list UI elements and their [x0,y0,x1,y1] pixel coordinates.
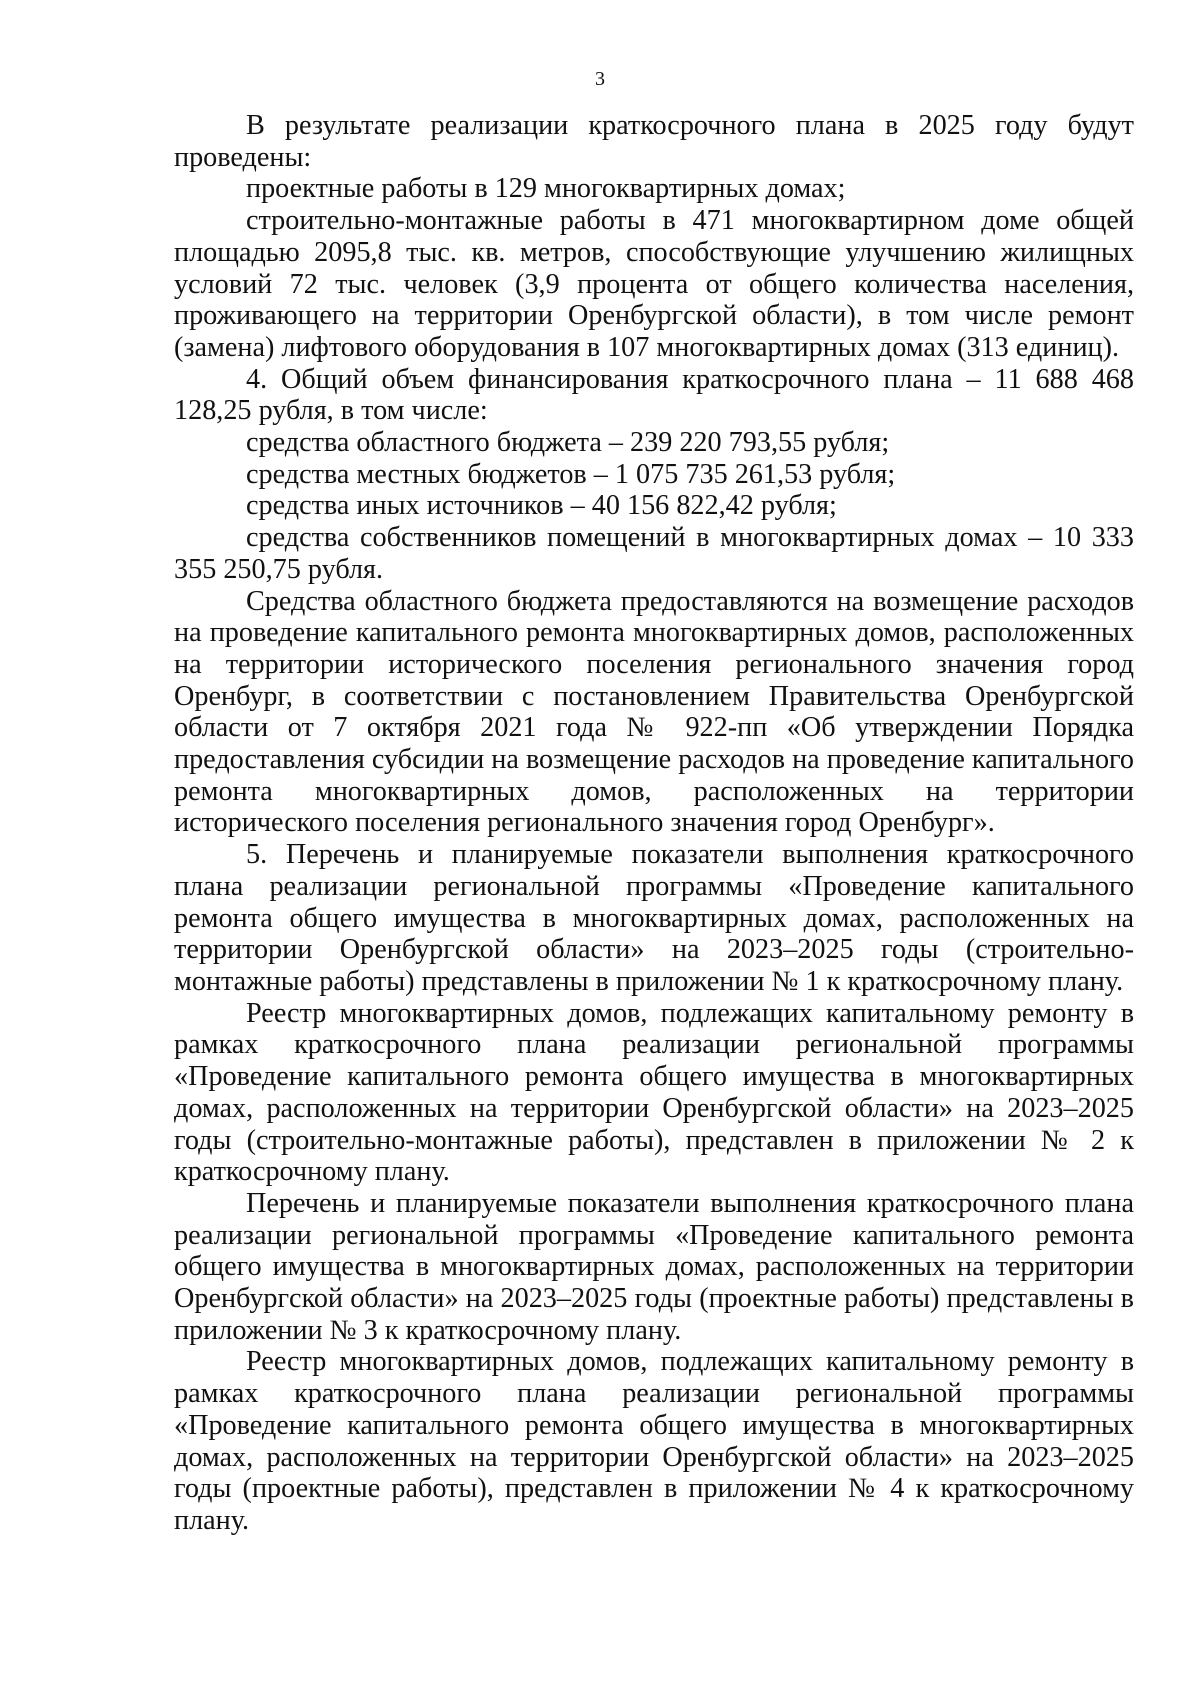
paragraph-regional-budget-purpose: Средства областного бюджета предоставляются на возмещение расходов на проведение капитального ремонта многоквартирных домов, расположенных на территории исторического поселения регионального значения город Оренбург, в соответствии с постановлением Правительства Оренбургской области от 7 октября 2021 года № 922-пп «Об утверждении Порядка предоставления субсидии на возмещение расходов на проведение капитального ремонта многоквартирных домов, расположенных на территории исторического поселения регионального значения город Оренбург». [174,585,1134,839]
paragraph-other-sources: средства иных источников – 40 156 822,42 рубля; [246,490,837,522]
document-body [174,110,1134,1537]
paragraph-results-intro: В результате реализации краткосрочного плана в 2025 году будут проведены: [174,110,1134,173]
paragraph-registry-appendix-2: Реестр многоквартирных домов, подлежащих капитальному ремонту в рамках краткосрочного плана реализации региональной программы «Проведение капитального ремонта общего имущества в многоквартирных домах, расположенных на территории Оренбургской области» на 2023–2025 годы (строительно-монтажные работы), представлен в приложении № 2 к краткосрочному плану. [174,997,1134,1188]
paragraph-local-budgets: средства местных бюджетов – 1 075 735 261,53 рубля; [246,458,896,490]
paragraph-registry-appendix-4: Реестр многоквартирных домов, подлежащих капитальному ремонту в рамках краткосрочного плана реализации региональной программы «Проведение капитального ремонта общего имущества в многоквартирных домах, расположенных на территории Оренбургской области» на 2023–2025 годы (проектные работы), представлен в приложении № 4 к краткосрочному плану. [174,1346,1134,1536]
paragraph-total-financing: 4. Общий объем финансирования краткосрочного плана – 11 688 468 128,25 рубля, в том числе: [174,363,1134,427]
page-number: 3 [595,68,605,90]
paragraph-list-appendix-1: 5. Перечень и планируемые показатели выполнения краткосрочного плана реализации региональной программы «Проведение капитального ремонта общего имущества в многоквартирных домах, расположенных на территории Оренбургской области» на 2023–2025 годы (строительно-монтажные работы) представлены в приложении № 1 к краткосрочному плану. [174,839,1134,997]
paragraph-design-works: проектные работы в 129 многоквартирных домах; [246,173,846,205]
paragraph-owners-funds: средства собственников помещений в многоквартирных домах – 10 333 355 250,75 рубля. [174,522,1134,585]
paragraph-regional-budget: средства областного бюджета – 239 220 793,55 рубля; [246,427,890,459]
paragraph-construction-works: строительно-монтажные работы в 471 многоквартирном доме общей площадью 2095,8 тыс. кв. метров, способствующие улучшению жилищных условий 72 тыс. человек (3,9 процента от общего количества населения, проживающего на территории Оренбургской области), в том числе ремонт (замена) лифтового оборудования в 107 многоквартирных домах (313 единиц). [174,205,1134,363]
paragraph-list-appendix-3: Перечень и планируемые показатели выполнения краткосрочного плана реализации региональной программы «Проведение капитального ремонта общего имущества в многоквартирных домах, расположенных на территории Оренбургской области» на 2023–2025 годы (проектные работы) представлены в приложении № 3 к краткосрочному плану. [174,1187,1134,1346]
